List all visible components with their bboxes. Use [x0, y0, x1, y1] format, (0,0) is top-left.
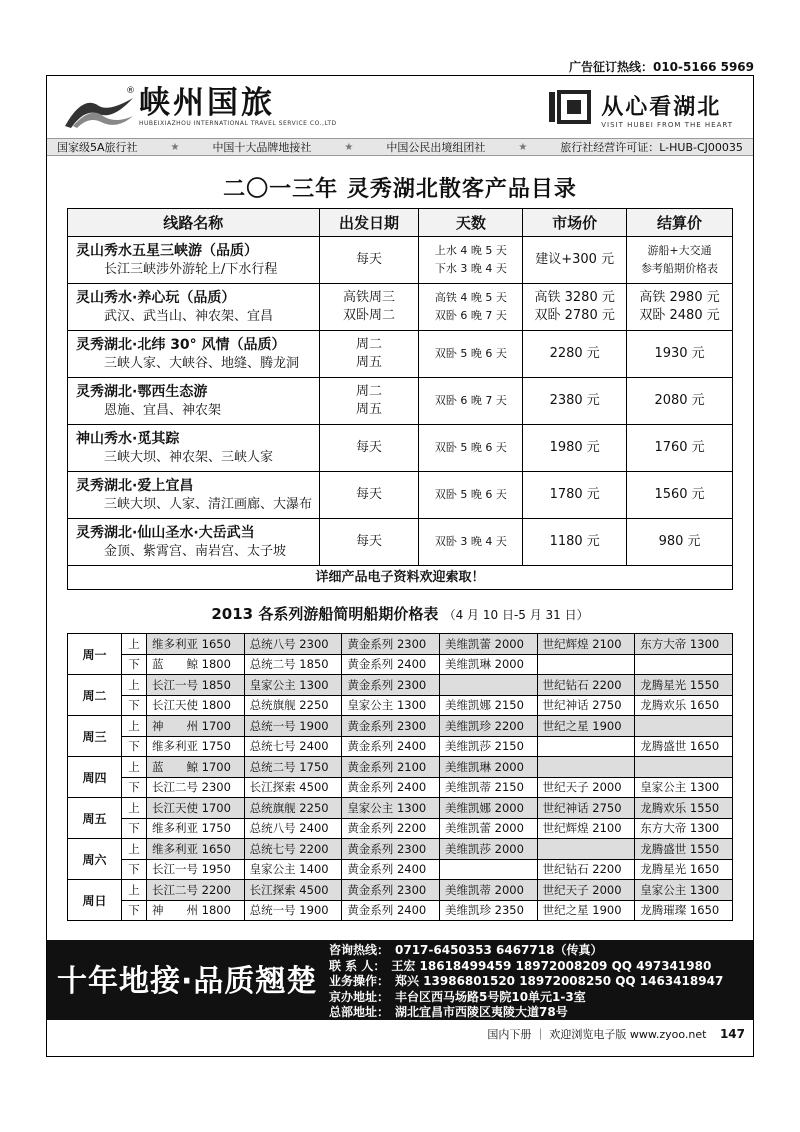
direction: 下 [122, 777, 147, 798]
weekday: 周五 [68, 798, 122, 839]
credential-item: 中国十大品牌地接社 [212, 141, 312, 154]
ship-price: 长江二号 2200 [147, 880, 245, 901]
direction: 下 [122, 654, 147, 675]
ship-price: 世纪钻石 2200 [537, 859, 635, 880]
route-market: 1780 元 [523, 472, 627, 519]
ad-hotline: 广告征订热线：010-5166 5969 [568, 60, 754, 74]
star-icon: ★ [170, 141, 180, 153]
credential-item: 国家级5A旅行社 [57, 141, 138, 154]
hubei-mark-icon [547, 90, 593, 124]
ship-price [537, 736, 635, 757]
route-date: 高铁周三 双卧周二 [319, 284, 419, 331]
route-date: 每天 [319, 472, 419, 519]
route-date: 周二 周五 [319, 331, 419, 378]
ship-price: 美维凯莎 2000 [439, 839, 537, 860]
ship-price: 世纪神话 2750 [537, 798, 635, 819]
schedule-row [68, 675, 733, 696]
mountain-logo-icon [63, 86, 135, 130]
ship-price: 美维凯琳 2000 [439, 757, 537, 778]
ship-price: 总统八号 2400 [244, 818, 342, 839]
ship-price: 黄金系列 2400 [342, 777, 440, 798]
ship-price: 黄金系列 2400 [342, 859, 440, 880]
route-days: 双卧 5 晚 6 天 [419, 425, 523, 472]
ship-price: 总统七号 2400 [244, 736, 342, 757]
weekday: 周六 [68, 839, 122, 880]
direction: 上 [122, 757, 147, 778]
route-row [68, 519, 733, 566]
ship-price: 黄金系列 2400 [342, 654, 440, 675]
ship-price [635, 757, 733, 778]
ship-price: 总统二号 1750 [244, 757, 342, 778]
column-header: 出发日期 [319, 209, 419, 237]
route-name-cell [68, 472, 320, 519]
contact-line: 咨询热线： 0717-6450353 6467718（传真） [329, 943, 603, 957]
ship-price: 美维凯娜 2000 [439, 798, 537, 819]
ship-price: 皇家公主 1300 [342, 798, 440, 819]
ship-price: 黄金系列 2300 [342, 716, 440, 737]
ship-price: 世纪之星 1900 [537, 900, 635, 921]
cruise-schedule-table [67, 633, 733, 921]
route-name-cell [68, 284, 320, 331]
ship-price [537, 839, 635, 860]
ship-price [635, 654, 733, 675]
ship-price: 长江一号 1950 [147, 859, 245, 880]
credential-item: 旅行社经营许可证：L-HUB-CJ00035 [560, 141, 743, 154]
route-settle: 980 元 [627, 519, 733, 566]
ship-price: 总统旗舰 2250 [244, 695, 342, 716]
cruise-date-range: （4 月 10 日-5 月 31 日） [443, 608, 589, 622]
page-number: 147 [719, 1027, 745, 1041]
route-market: 1180 元 [523, 519, 627, 566]
ship-price: 美维凯琳 2000 [439, 654, 537, 675]
schedule-row [68, 634, 733, 655]
ship-price: 龙腾璀璨 1650 [635, 900, 733, 921]
route-stops: 三峡人家、大峡谷、地缝、腾龙洞 [104, 355, 300, 371]
ship-price: 美维凯蒂 2000 [439, 880, 537, 901]
hubei-slogan: 从心看湖北 [601, 94, 722, 120]
route-name-cell [68, 237, 320, 284]
credential-item: 中国公民出境组团社 [386, 141, 486, 154]
cruise-title-text: 2013 各系列游船简明船期价格表 [211, 605, 439, 623]
star-icon: ★ [344, 141, 354, 153]
direction: 上 [122, 880, 147, 901]
column-header: 结算价 [627, 209, 733, 237]
ship-price: 长江天使 1800 [147, 695, 245, 716]
contact-line: 联 系 人： 王宏 18618499459 18972008209 QQ 497341980 [329, 958, 712, 973]
cruise-title [47, 603, 753, 624]
product-catalog-table [67, 208, 733, 590]
ship-price: 黄金系列 2100 [342, 757, 440, 778]
route-name: 灵秀湖北·爱上宜昌 [76, 477, 194, 494]
schedule-row [68, 757, 733, 778]
route-days: 双卧 3 晚 4 天 [419, 519, 523, 566]
ship-price: 美维凯娜 2150 [439, 695, 537, 716]
ship-price: 总统二号 1850 [244, 654, 342, 675]
route-name: 灵山秀水·养心玩（品质） [76, 289, 236, 306]
weekday: 周日 [68, 880, 122, 921]
route-stops: 武汉、武当山、神农架、宜昌 [104, 308, 274, 324]
route-name-cell [68, 378, 320, 425]
contact-info [329, 943, 723, 1021]
brand-name: 峡州国旅 [139, 85, 275, 121]
route-row [68, 284, 733, 331]
ship-price: 皇家公主 1400 [244, 859, 342, 880]
direction: 下 [122, 695, 147, 716]
schedule-row [68, 798, 733, 819]
schedule-row [68, 900, 733, 921]
ship-price: 皇家公主 1300 [244, 675, 342, 696]
ship-price: 龙腾盛世 1550 [635, 839, 733, 860]
ship-price: 黄金系列 2300 [342, 880, 440, 901]
route-stops: 恩施、宜昌、神农架 [104, 402, 222, 418]
route-settle: 高铁 2980 元 双卧 2480 元 [627, 284, 733, 331]
ship-price: 神 州 1700 [147, 716, 245, 737]
schedule-row [68, 695, 733, 716]
ship-price: 长江二号 2300 [147, 777, 245, 798]
ship-price: 维多利亚 1650 [147, 839, 245, 860]
ship-price [537, 757, 635, 778]
schedule-row [68, 736, 733, 757]
direction: 上 [122, 634, 147, 655]
ship-price: 东方大帝 1300 [635, 634, 733, 655]
ship-price: 维多利亚 1750 [147, 736, 245, 757]
ship-price: 总统一号 1900 [244, 716, 342, 737]
credentials-strip [47, 138, 753, 156]
ship-price: 龙腾星光 1650 [635, 859, 733, 880]
xiazhou-logo [63, 86, 337, 130]
ship-price: 黄金系列 2200 [342, 818, 440, 839]
route-stops: 三峡大坝、神农架、三峡人家 [104, 449, 274, 465]
route-row [68, 425, 733, 472]
ship-price: 黄金系列 2400 [342, 736, 440, 757]
column-header: 线路名称 [68, 209, 320, 237]
registered-mark: ® [126, 86, 135, 96]
schedule-row [68, 859, 733, 880]
ship-price: 皇家公主 1300 [342, 695, 440, 716]
route-name: 灵山秀水五星三峡游（品质） [76, 242, 258, 259]
ship-price: 世纪天子 2000 [537, 777, 635, 798]
ship-price: 龙腾盛世 1650 [635, 736, 733, 757]
page-frame [46, 75, 754, 1057]
route-settle: 1560 元 [627, 472, 733, 519]
weekday: 周二 [68, 675, 122, 716]
catalog-footer: 详细产品电子资料欢迎索取！ [68, 566, 733, 590]
ship-price: 龙腾欢乐 1650 [635, 695, 733, 716]
contact-line: 总部地址： 湖北宜昌市西陵区夷陵大道78号 [329, 1005, 568, 1019]
schedule-row [68, 818, 733, 839]
ship-price: 世纪之星 1900 [537, 716, 635, 737]
route-row [68, 472, 733, 519]
ship-price: 黄金系列 2300 [342, 839, 440, 860]
ship-price: 总统一号 1900 [244, 900, 342, 921]
ship-price: 长江天使 1700 [147, 798, 245, 819]
route-name-cell [68, 519, 320, 566]
ship-price: 维多利亚 1650 [147, 634, 245, 655]
hubei-slogan-english: VISIT HUBEI FROM THE HEART [601, 121, 733, 129]
hubei-logo [547, 90, 733, 129]
direction: 下 [122, 900, 147, 921]
ship-price: 世纪辉煌 2100 [537, 634, 635, 655]
catalog-title: 二〇一三年 灵秀湖北散客产品目录 [223, 177, 577, 202]
ship-price: 黄金系列 2300 [342, 634, 440, 655]
ship-price: 黄金系列 2400 [342, 900, 440, 921]
route-stops: 长江三峡涉外游轮上/下水行程 [104, 261, 278, 277]
ship-price [537, 654, 635, 675]
ship-price: 世纪天子 2000 [537, 880, 635, 901]
route-settle: 1760 元 [627, 425, 733, 472]
route-date: 周二 周五 [319, 378, 419, 425]
ship-price: 维多利亚 1750 [147, 818, 245, 839]
schedule-row [68, 839, 733, 860]
route-settle: 游船+大交通 参考船期价格表 [627, 237, 733, 284]
weekday: 周四 [68, 757, 122, 798]
direction: 上 [122, 716, 147, 737]
route-market: 建议+300 元 [523, 237, 627, 284]
ship-price: 神 州 1800 [147, 900, 245, 921]
route-market: 2280 元 [523, 331, 627, 378]
header [47, 76, 753, 138]
schedule-row [68, 716, 733, 737]
ship-price [439, 859, 537, 880]
ship-price: 东方大帝 1300 [635, 818, 733, 839]
route-days: 双卧 6 晚 7 天 [419, 378, 523, 425]
route-market: 1980 元 [523, 425, 627, 472]
schedule-row [68, 880, 733, 901]
direction: 上 [122, 839, 147, 860]
direction: 下 [122, 736, 147, 757]
weekday: 周一 [68, 634, 122, 675]
column-header: 天数 [419, 209, 523, 237]
route-row [68, 237, 733, 284]
route-name: 灵秀湖北·北纬 30° 风情（品质） [76, 336, 286, 353]
ship-price: 世纪钻石 2200 [537, 675, 635, 696]
ship-price: 龙腾欢乐 1550 [635, 798, 733, 819]
direction: 下 [122, 859, 147, 880]
route-name-cell [68, 425, 320, 472]
contact-band [47, 940, 753, 1020]
brand-english: HUBEIXIAZHOU INTERNATIONAL TRAVEL SERVICE CO.,LTD [139, 120, 337, 127]
ship-price: 皇家公主 1300 [635, 777, 733, 798]
ship-price: 世纪神话 2750 [537, 695, 635, 716]
route-stops: 金顶、紫霄宫、南岩宫、太子坡 [104, 543, 287, 559]
ship-price: 总统七号 2200 [244, 839, 342, 860]
route-market: 高铁 3280 元 双卧 2780 元 [523, 284, 627, 331]
ship-price: 龙腾星光 1550 [635, 675, 733, 696]
ship-price: 美维凯珍 2350 [439, 900, 537, 921]
schedule-row [68, 777, 733, 798]
route-date: 每天 [319, 237, 419, 284]
route-settle: 1930 元 [627, 331, 733, 378]
route-name-cell [68, 331, 320, 378]
contact-line: 业务操作： 郑兴 13986801520 18972008250 QQ 1463418947 [329, 974, 724, 988]
column-header: 市场价 [523, 209, 627, 237]
direction: 上 [122, 675, 147, 696]
ship-price: 美维凯蕾 2000 [439, 818, 537, 839]
ship-price: 总统八号 2300 [244, 634, 342, 655]
route-market: 2380 元 [523, 378, 627, 425]
ship-price: 长江一号 1850 [147, 675, 245, 696]
route-days: 高铁 4 晚 5 天 双卧 6 晚 7 天 [419, 284, 523, 331]
ship-price: 美维凯珍 2200 [439, 716, 537, 737]
route-name: 灵秀湖北·鄂西生态游 [76, 383, 208, 400]
ship-price [439, 675, 537, 696]
route-days: 双卧 5 晚 6 天 [419, 331, 523, 378]
ship-price: 世纪辉煌 2100 [537, 818, 635, 839]
ship-price: 美维凯蒂 2150 [439, 777, 537, 798]
schedule-row [68, 654, 733, 675]
direction: 上 [122, 798, 147, 819]
weekday: 周三 [68, 716, 122, 757]
route-date: 每天 [319, 519, 419, 566]
route-name: 神山秀水·觅其踪 [76, 430, 180, 447]
ship-price: 美维凯莎 2150 [439, 736, 537, 757]
footer-text: 国内下册 ｜ 欢迎浏览电子版 www.zyoo.net [487, 1028, 707, 1041]
contact-line: 京办地址： 丰台区西马场路5号院10单元1-3室 [329, 989, 586, 1004]
route-days: 上水 4 晚 5 天 下水 3 晚 4 天 [419, 237, 523, 284]
ship-price: 黄金系列 2300 [342, 675, 440, 696]
ship-price: 皇家公主 1300 [635, 880, 733, 901]
route-stops: 三峡大坝、人家、清江画廊、大瀑布 [104, 496, 313, 512]
route-days: 双卧 5 晚 6 天 [419, 472, 523, 519]
route-row [68, 378, 733, 425]
route-name: 灵秀湖北·仙山圣水·大岳武当 [76, 524, 255, 541]
route-date: 每天 [319, 425, 419, 472]
star-icon: ★ [518, 141, 528, 153]
ship-price: 总统旗舰 2250 [244, 798, 342, 819]
slogan: 十年地接·品质翘楚 [57, 964, 318, 999]
ship-price: 长江探索 4500 [244, 880, 342, 901]
ship-price: 美维凯蕾 2000 [439, 634, 537, 655]
ship-price: 蓝 鲸 1700 [147, 757, 245, 778]
catalog-footer-row [68, 566, 733, 590]
page-footer [47, 1026, 753, 1048]
ship-price [635, 716, 733, 737]
ship-price: 蓝 鲸 1800 [147, 654, 245, 675]
route-settle: 2080 元 [627, 378, 733, 425]
ship-price: 长江探索 4500 [244, 777, 342, 798]
route-row [68, 331, 733, 378]
direction: 下 [122, 818, 147, 839]
